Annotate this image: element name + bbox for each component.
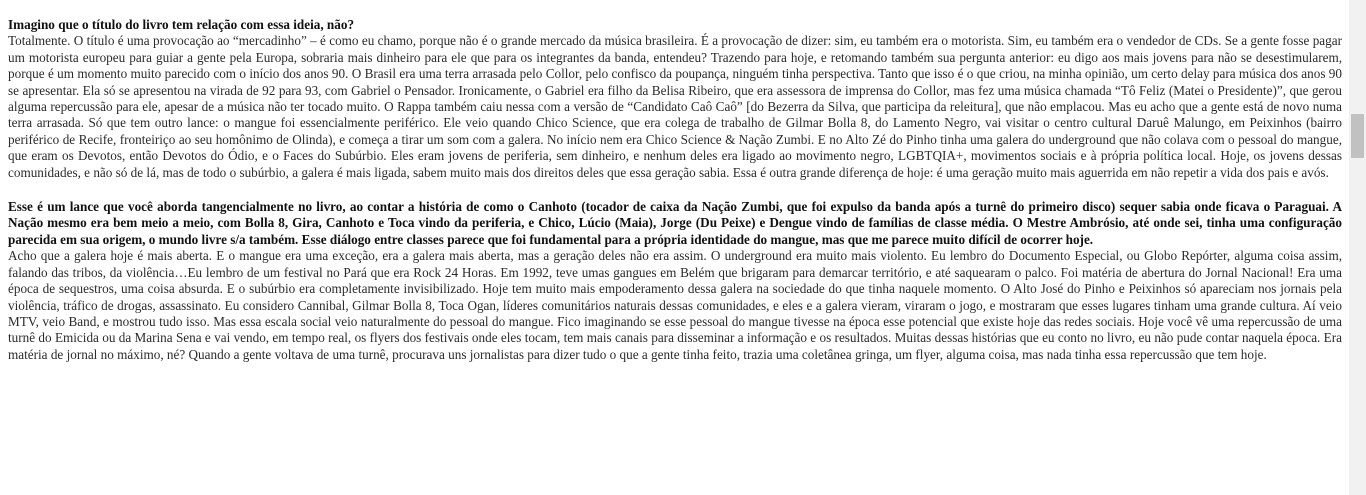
- paragraph-spacer: [8, 181, 1342, 199]
- interview-question-2: Esse é um lance que você aborda tangencialmente no livro, ao contar a história de como o Canhoto (tocador de caixa da Nação Zumbi, que foi expulso da banda após a turnê do primeiro disco) sequer sabia onde ficava o Paraguai. A Nação mesmo era bem meio a meio, com Bolla 8, Gira, Canhoto e Toca vindo da periferia, e Chico, Lúcio (Maia), Jorge (Du Peixe) e Dengue vindo de famílias de classe média. O Mestre Ambrósio, até onde sei, tinha uma configuração parecida em sua origem, o mundo livre s/a também. Esse diálogo entre classes parece que foi fundamental para a própria identidade do mangue, mas que me parece muito difícil de ocorrer hoje.: [8, 199, 1342, 247]
- article-body: [8, 17, 1342, 363]
- scrollbar-thumb[interactable]: [1351, 114, 1364, 158]
- interview-answer-1: Totalmente. O título é uma provocação ao “mercadinho” – é como eu chamo, porque não é o grande mercado da música brasileira. É a provocação de dizer: sim, eu também era o motorista. Sim, eu também era o vendedor de CDs. Se a gente fosse pagar um motorista europeu para guiar a gente pela Europa, sobraria mais dinheiro para ele que para os integrantes da banda, entendeu? Trazendo para hoje, e retomando também sua pergunta anterior: eu digo aos mais jovens para não se desestimularem, porque é um momento muito parecido com o início dos anos 90. O Brasil era uma terra arrasada pelo Collor, pelo confisco da poupança, ninguém tinha perspectiva. Tanto que isso é o que criou, na minha opinião, um certo delay para música dos anos 90 se apresentar. Ela só se apresentou na virada de 92 para 93, com Gabriel o Pensador. Ironicamente, o Gabriel era filho da Belisa Ribeiro, que era assessora de imprensa do Collor, mas fez uma música chamada “Tô Feliz (Matei o Presidente)”, que gerou alguma repercussão para ele, apesar de a música não ter tocado muito. O Rappa também caiu nessa com a versão de “Candidato Caô Caô” [do Bezerra da Silva, que participa da releitura], que não emplacou. Mas eu acho que a gente está de novo numa terra arrasada. Só que tem outro lance: o mangue foi essencialmente periférico. Ele veio quando Chico Science, que era colega de trabalho de Gilmar Bolla 8, do Lamento Negro, vai visitar o centro cultural Daruê Malungo, em Peixinhos (bairro periférico de Recife, fronteiriço ao seu homônimo de Olinda), e começa a tirar um som com a galera. No início nem era Chico Science & Nação Zumbi. E no Alto Zé do Pinho tinha uma galera do underground que não colava com o pessoal do mangue, que eram os Devotos, então Devotos do Ódio, e o Faces do Subúrbio. Eles eram jovens de periferia, sem dinheiro, e nenhum deles era ligado ao movimento negro, LGBTQIA+, movimentos sociais e à própria política local. Hoje, os jovens dessas comunidades, e não só de lá, mas de todo o subúrbio, a galera é mais ligada, sabem muito mais dos direitos deles que essa geração sabia. Essa é outra grande diferença de hoje: é uma geração muito mais aguerrida em não repetir a vida dos pais e avós.: [8, 33, 1342, 180]
- vertical-scrollbar[interactable]: [1349, 0, 1366, 495]
- interview-question-1: Imagino que o título do livro tem relação com essa ideia, não?: [8, 17, 355, 32]
- interview-answer-2: Acho que a galera hoje é mais aberta. E o mangue era uma exceção, era a galera mais aberta, mas a geração deles não era assim. O underground era muito mais violento. Eu lembro do Documento Especial, ou Globo Repórter, alguma coisa assim, falando das tribos, da violência…Eu lembro de um festival no Pará que era Rock 24 Horas. Em 1992, teve umas gangues em Belém que brigaram para demarcar território, e até saquearam o palco. Foi matéria de abertura do Jornal Nacional! Era uma época de sequestros, uma coisa absurda. E o subúrbio era completamente invisibilizado. Hoje tem muito mais empoderamento dessa galera na sociedade do que tinha naquele momento. O Alto José do Pinho e Peixinhos só apareciam nos jornais pela violência, tráfico de drogas, assassinato. Eu considero Cannibal, Gilmar Bolla 8, Toca Ogan, líderes comunitários naturais dessas comunidades, e eles e a galera vieram, viraram o jogo, e mostraram que esses lugares tinham uma grande cultura. Aí veio MTV, veio Band, e mostrou tudo isso. Mas essa escala social veio naturalmente do pessoal do mangue. Fico imaginando se esse pessoal do mangue tivesse na época esse potencial que existe hoje das redes sociais. Hoje você vê uma repercussão de uma turnê do Emicida ou da Marina Sena e vai vendo, em tempo real, os flyers dos festivais onde eles tocam, tem mais canais para disseminar a informação e os resultados. Muitas dessas histórias que eu conto no livro, eu não pude contar naquela época. Era matéria de jornal no máximo, né? Quando a gente voltava de uma turnê, procurava uns jornalistas para dizer tudo o que a gente tinha feito, trazia uma coletânea gringa, um flyer, alguma coisa, mas nada tinha essa repercussão que tem hoje.: [8, 248, 1342, 362]
